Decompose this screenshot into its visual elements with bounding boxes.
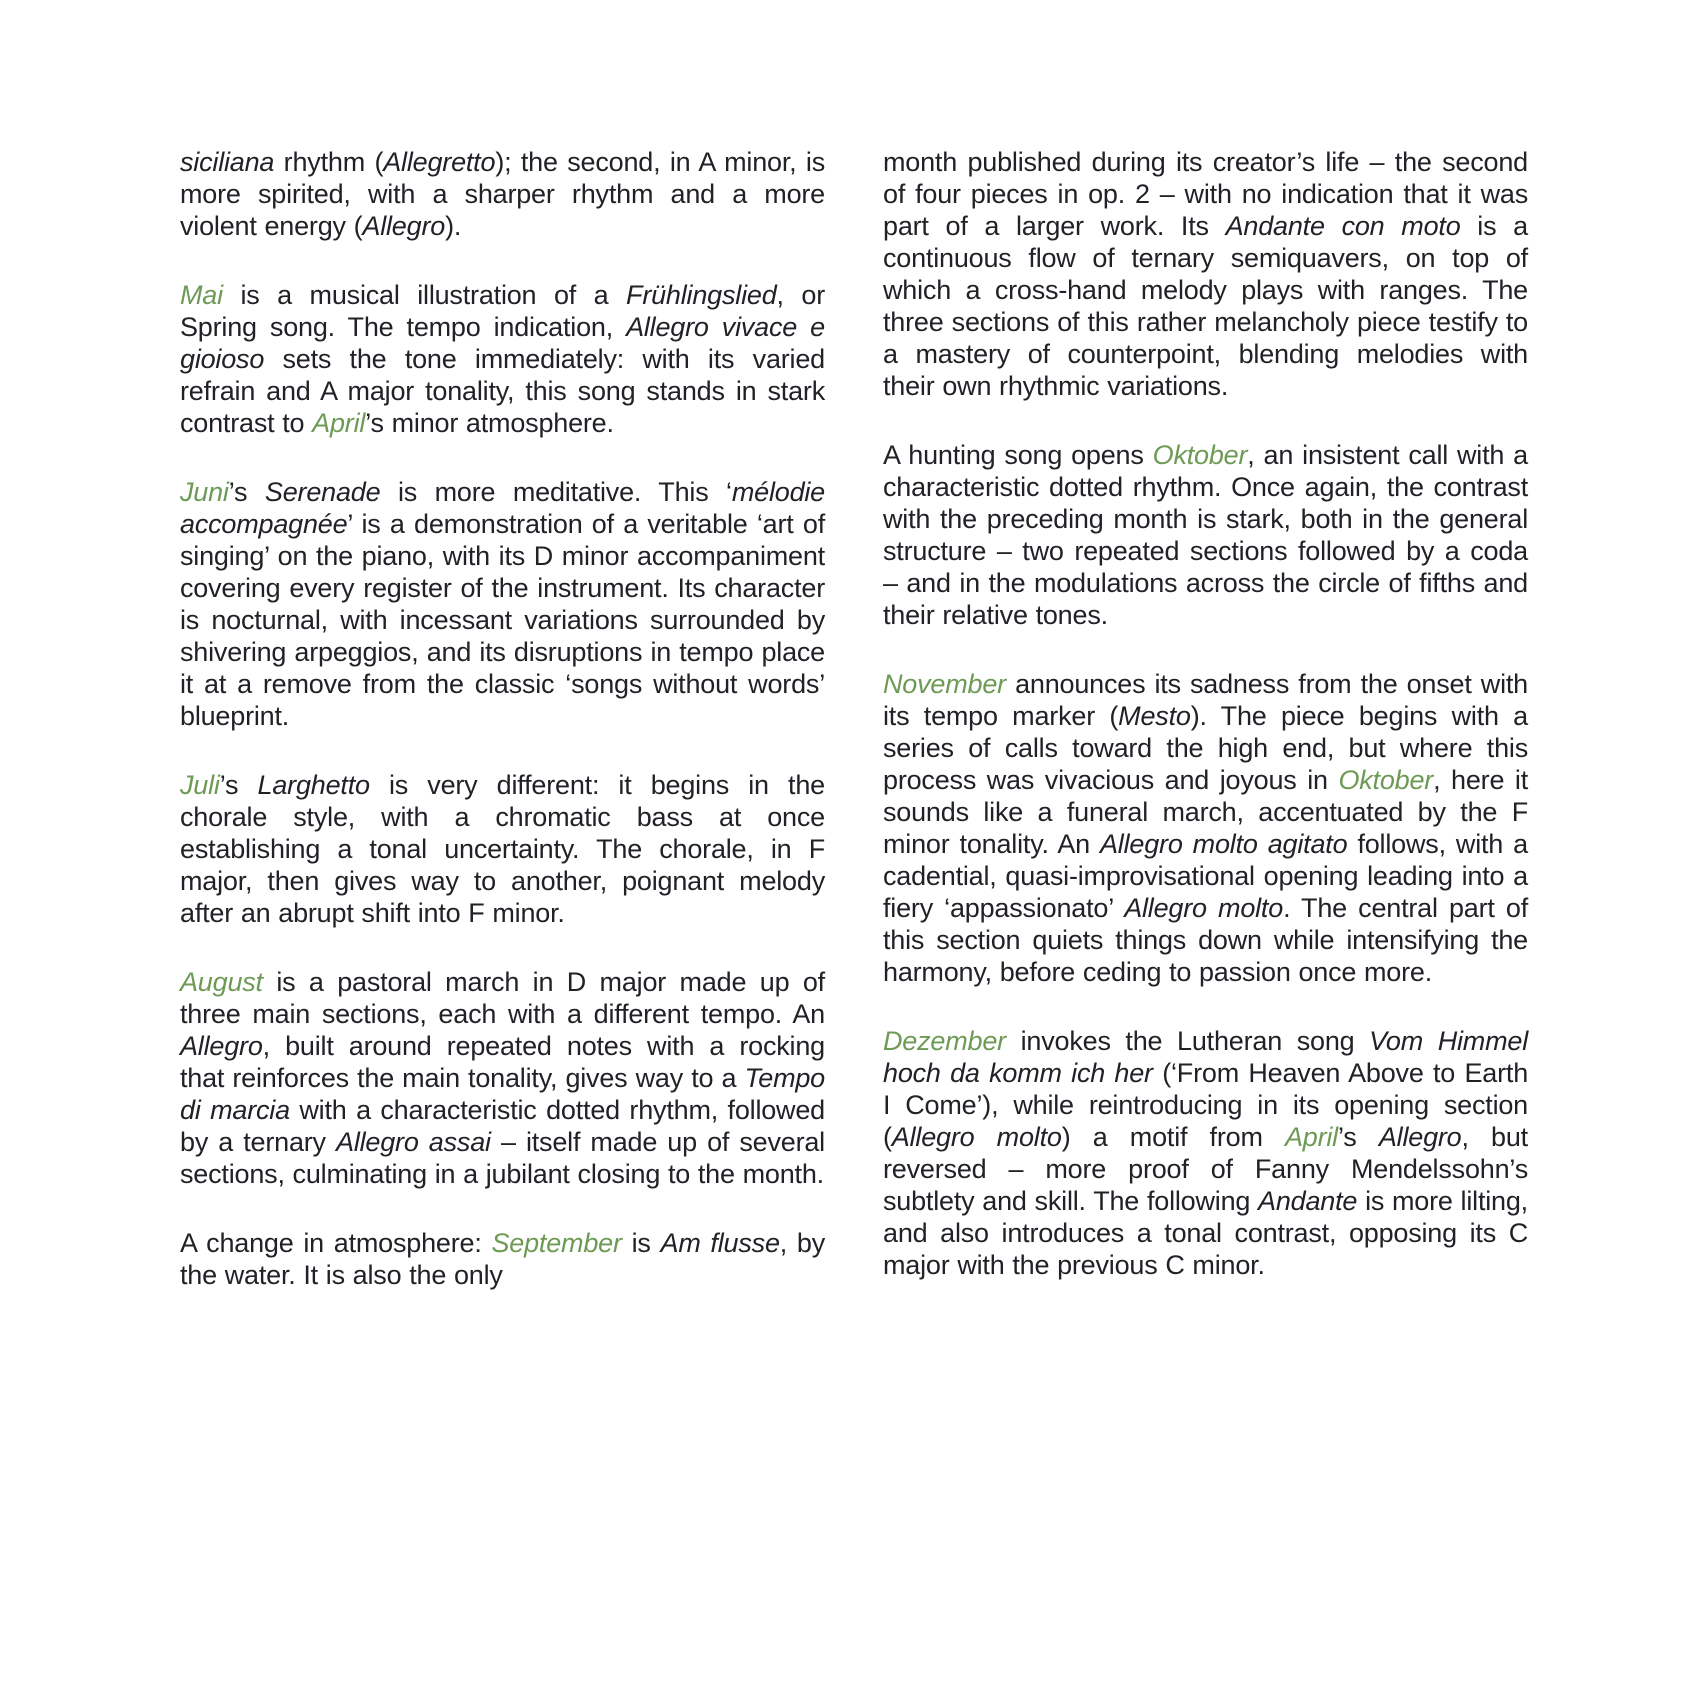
- body-text: ’s: [219, 770, 258, 800]
- body-text: ’s: [228, 477, 265, 507]
- body-text: ); the second, in A minor, is more spirited, with a sharper rhythm and a more violent energy (: [180, 147, 825, 241]
- paragraph: [883, 439, 1528, 631]
- body-text: – itself made up of several sections, culminating in a jubilant closing to the month.: [180, 1127, 825, 1189]
- body-text: ’ is a demonstration of a veritable ‘art of singing’ on the piano, with its D minor accompaniment covering every register of the instrument. Its character is nocturnal, with incessant variations surrounded by shivering arpeggios, and its disruptions in tempo place it at a remove from the classic ‘songs without words’ blueprint.: [180, 509, 825, 731]
- italic-text: mélodie accompagnée: [180, 477, 825, 539]
- body-text: A change in atmosphere:: [180, 1228, 492, 1258]
- body-text: announces its sadness from the onset with its tempo marker (: [883, 669, 1528, 731]
- body-text: , but reversed – more proof of Fanny Mendelssohn’s subtlety and skill. The following: [883, 1122, 1528, 1216]
- italic-text: Allegro molto: [891, 1122, 1062, 1152]
- body-text: follows, with a cadential, quasi-improvisational opening leading into a fiery ‘appassionato’: [883, 829, 1528, 923]
- month-name: Juni: [180, 477, 229, 507]
- month-name: Oktober: [1338, 765, 1434, 795]
- text-columns: [180, 146, 1528, 1291]
- body-text: ’s minor atmosphere.: [365, 408, 614, 438]
- body-text: . The central part of this section quiets things down while intensifying the harmony, before ceding to passion once more.: [883, 893, 1528, 987]
- body-text: with a characteristic dotted rhythm, followed by a ternary: [180, 1095, 825, 1157]
- body-text: is more meditative. This ‘: [380, 477, 732, 507]
- month-name: September: [491, 1228, 622, 1258]
- month-name: April: [312, 408, 366, 438]
- italic-text: Frühlingslied: [626, 280, 777, 310]
- body-text: (‘From Heaven Above to Earth I Come’), while reintroducing in its opening section (: [883, 1058, 1529, 1152]
- body-text: rhythm (: [274, 147, 384, 177]
- body-text: A hunting song opens: [883, 440, 1153, 470]
- italic-text: Allegro: [1378, 1122, 1462, 1152]
- right-column: [883, 146, 1528, 1291]
- body-text: is more lilting, and also introduces a tonal contrast, opposing its C major with the previous C minor.: [883, 1186, 1528, 1280]
- month-name: August: [180, 967, 263, 997]
- body-text: ).: [445, 211, 462, 241]
- italic-text: Mesto: [1118, 701, 1191, 731]
- italic-text: Allegretto: [383, 147, 496, 177]
- italic-text: Allegro vivace e gioioso: [180, 312, 825, 374]
- month-name: Juli: [180, 770, 220, 800]
- body-text: is: [621, 1228, 661, 1258]
- month-name: Mai: [180, 280, 223, 310]
- body-text: ). The piece begins with a series of calls toward the high end, but where this process was vivacious and joyous in: [883, 701, 1528, 795]
- body-text: , built around repeated notes with a rocking that reinforces the main tonality, gives way to a: [180, 1031, 825, 1093]
- month-name: April: [1284, 1122, 1338, 1152]
- italic-text: Larghetto: [257, 770, 370, 800]
- paragraph: [883, 668, 1528, 988]
- body-text: is very different: it begins in the chorale style, with a chromatic bass at once establishing a tonal uncertainty. The chorale, in F major, then gives way to another, poignant melody after an abrupt shift into F minor.: [180, 770, 825, 928]
- body-text: is a pastoral march in D major made up of three main sections, each with a different tempo. An: [180, 967, 825, 1029]
- body-text: , here it sounds like a funeral march, accentuated by the F minor tonality. An: [883, 765, 1528, 859]
- paragraph: [180, 279, 825, 439]
- body-text: is a continuous flow of ternary semiquavers, on top of which a cross-hand melody plays with ranges. The three sections of this rather melancholy piece testify to a mastery of counterpoint, blending melodies with their own rhythmic variations.: [883, 211, 1528, 401]
- italic-text: Tempo di marcia: [180, 1063, 825, 1125]
- paragraph: [883, 1025, 1528, 1281]
- body-text: invokes the Lutheran song: [1005, 1026, 1370, 1056]
- italic-text: Andante: [1258, 1186, 1358, 1216]
- body-text: , an insistent call with a characteristic dotted rhythm. Once again, the contrast with the preceding month is stark, both in the general structure – two repeated sections followed by a coda – and in the modulations across the circle of fifths and their relative tones.: [883, 440, 1528, 630]
- body-text: ) a motif from: [1061, 1122, 1285, 1152]
- italic-text: siciliana: [180, 147, 275, 177]
- paragraph: [180, 476, 825, 732]
- body-text: , or Spring song. The tempo indication,: [180, 280, 825, 342]
- paragraph: [180, 1227, 825, 1291]
- body-text: is a musical illustration of a: [222, 280, 627, 310]
- italic-text: Allegro molto: [1124, 893, 1284, 923]
- month-name: November: [883, 669, 1006, 699]
- italic-text: Serenade: [264, 477, 381, 507]
- month-name: Oktober: [1152, 440, 1248, 470]
- left-column: [180, 146, 825, 1291]
- italic-text: Allegro: [362, 211, 446, 241]
- paragraph: [180, 966, 825, 1190]
- italic-text: Allegro assai: [336, 1127, 491, 1157]
- italic-text: Allegro: [180, 1031, 263, 1061]
- body-text: ’s: [1337, 1122, 1379, 1152]
- body-text: sets the tone immediately: with its varied refrain and A major tonality, this song stands in stark contrast to: [180, 344, 825, 438]
- paragraph: [180, 146, 825, 242]
- month-name: Dezember: [883, 1026, 1006, 1056]
- italic-text: Vom Himmel hoch da komm ich her: [883, 1026, 1529, 1088]
- paragraph: [180, 769, 825, 929]
- body-text: , by the water. It is also the only: [180, 1228, 826, 1290]
- italic-text: Allegro molto agitato: [1100, 829, 1348, 859]
- italic-text: Andante con moto: [1225, 211, 1461, 241]
- italic-text: Am flusse: [660, 1228, 780, 1258]
- body-text: month published during its creator’s life – the second of four pieces in op. 2 – with no indication that it was part of a larger work. Its: [883, 147, 1528, 241]
- paragraph: [883, 146, 1528, 402]
